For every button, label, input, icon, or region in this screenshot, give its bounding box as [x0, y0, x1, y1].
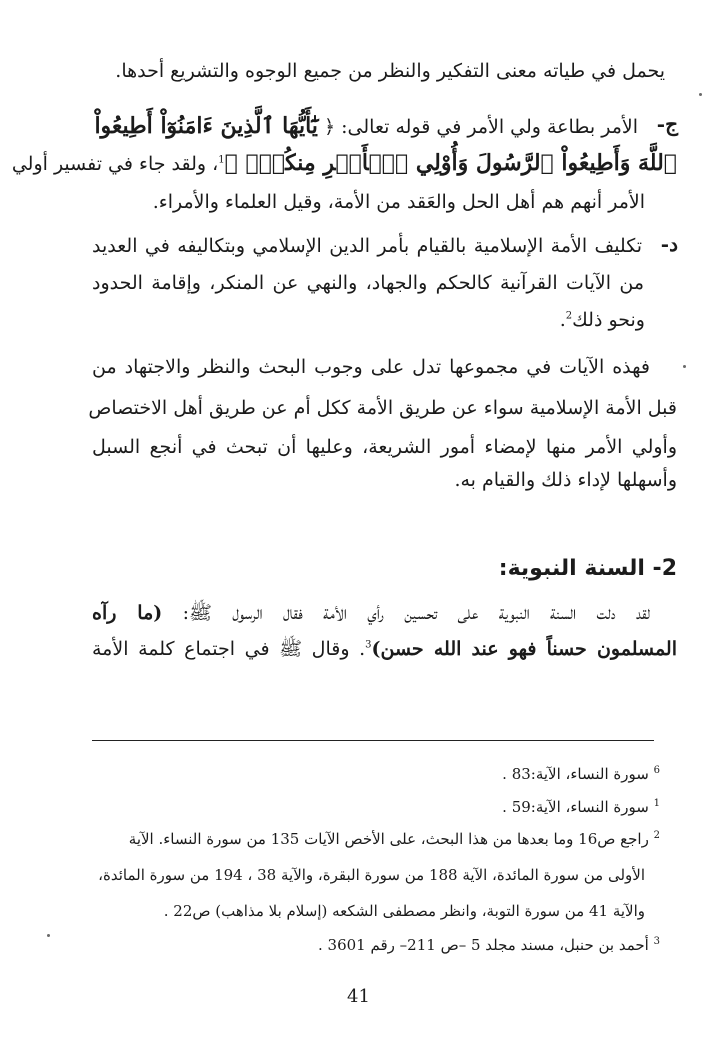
scan-speck [47, 934, 50, 937]
section-line-1 [92, 598, 650, 628]
footnote-number: 3 [653, 936, 660, 947]
item-d-line-2: من الآيات القرآنية كالحكم والجهاد، والنهي عن المنكر، وإقامة الحدود [92, 272, 644, 294]
footnote-text: أحمد بن حنبل، مسند مجلد 5 –ص 211– رقم 3601 . [317, 936, 649, 954]
footnote-2-line-1 [98, 826, 660, 852]
footnote-ref-1: 1 [218, 154, 225, 166]
conclusion-line-1: فهذه الآيات في مجموعها تدل على وجوب البحث والنظر والاجتهاد من [92, 356, 650, 378]
footnote-separator [92, 740, 654, 741]
footnote-text: سورة النساء، الآية:59 . [502, 798, 649, 816]
footnote-number: 1 [653, 798, 660, 809]
item-d-marker: د- [660, 232, 678, 256]
conclusion-line-3: وأولي الأمر منها لإمضاء أمور الشريعة، وعليها أن تبحث في أنجع السبل [92, 436, 677, 458]
hadith-quote: المسلمون حسناً فهو عند الله حسن) [371, 638, 678, 660]
footnote-ref-2: 2 [565, 310, 573, 322]
scan-speck [683, 365, 686, 368]
footnote-number: 6 [653, 765, 660, 776]
item-j-line-1 [92, 111, 638, 142]
item-d-line-1: تكليف الأمة الإسلامية بالقيام بأمر الدين الإسلامي وبتكاليفه في العديد [92, 235, 642, 257]
footnote-2-line-2: الأولى من سورة المائدة، الآية 188 من سورة البقرة، والآية 38 ، 194 من سورة المائدة، [98, 866, 645, 884]
page-number: 41 [347, 986, 370, 1007]
footnote-1 [360, 794, 660, 820]
conclusion-line-2: قبل الأمة الإسلامية سواء عن طريق الأمة ككل أم عن طريق أهل الاختصاص [88, 397, 677, 419]
footnote-text: سورة النساء، الآية:83 . [502, 765, 649, 783]
quran-verse-part-1: يَٰٓأَيُّهَا ٱلَّذِينَ ءَامَنُوٓاْ أَطِيعُواْ [94, 113, 318, 139]
scan-speck [699, 93, 702, 96]
item-d-line-3 [300, 305, 645, 335]
section-intro-text: لقد دلت السنة النبوية على تحسين رأي الأمة فقال الرسول ﷺ: [182, 602, 650, 624]
section-line-2 [92, 634, 677, 664]
footnote-3 [300, 932, 660, 958]
item-d-closing-text: ونحو ذلك [572, 309, 645, 331]
hadith-quote-start: (ما رآه [92, 602, 163, 624]
quran-verse-part-2: ٱللَّهَ وَأَطِيعُواْ ٱلرَّسُولَ وَأُوْلِي ٱلۡأَمۡرِ مِنكُمۡۖ ﴾ [224, 150, 677, 176]
footnote-6 [360, 761, 660, 787]
footnote-number: 2 [653, 830, 660, 841]
footnote-ref-3: 3 [365, 639, 372, 651]
item-j-intro-text: الأمر بطاعة ولي الأمر في قوله تعالى: ﴿ [323, 116, 638, 138]
item-j-line-3: الأمر أنهم هم أهل الحل والعَقد من الأمة، وقيل العلماء والأمراء. [152, 191, 645, 213]
item-j-line-2 [11, 148, 677, 179]
footnote-text: راجع ص16 وما بعدها من هذا البحث، على الأخص الآيات 135 من سورة النساء. الآية [128, 830, 649, 848]
item-j-commentary: ، ولقد جاء في تفسير أولي [11, 153, 219, 175]
conclusion-line-4: وأسهلها لإداء ذلك والقيام به. [454, 469, 677, 491]
section-heading: 2- السنة النبوية: [498, 556, 677, 581]
item-d-period: . [559, 309, 566, 331]
intro-line: يحمل في طياته معنى التفكير والنظر من جميع الوجوه والتشريع أحدها. [115, 60, 665, 82]
footnote-2-line-3: والآية 41 من سورة التوبة، وانظر مصطفى الشكعه (إسلام بلا مذاهب) ص22 . [163, 902, 645, 920]
section-continuation: . وقال ﷺ في اجتماع كلمة الأمة [92, 638, 366, 660]
item-j-marker: ج- [656, 112, 678, 136]
